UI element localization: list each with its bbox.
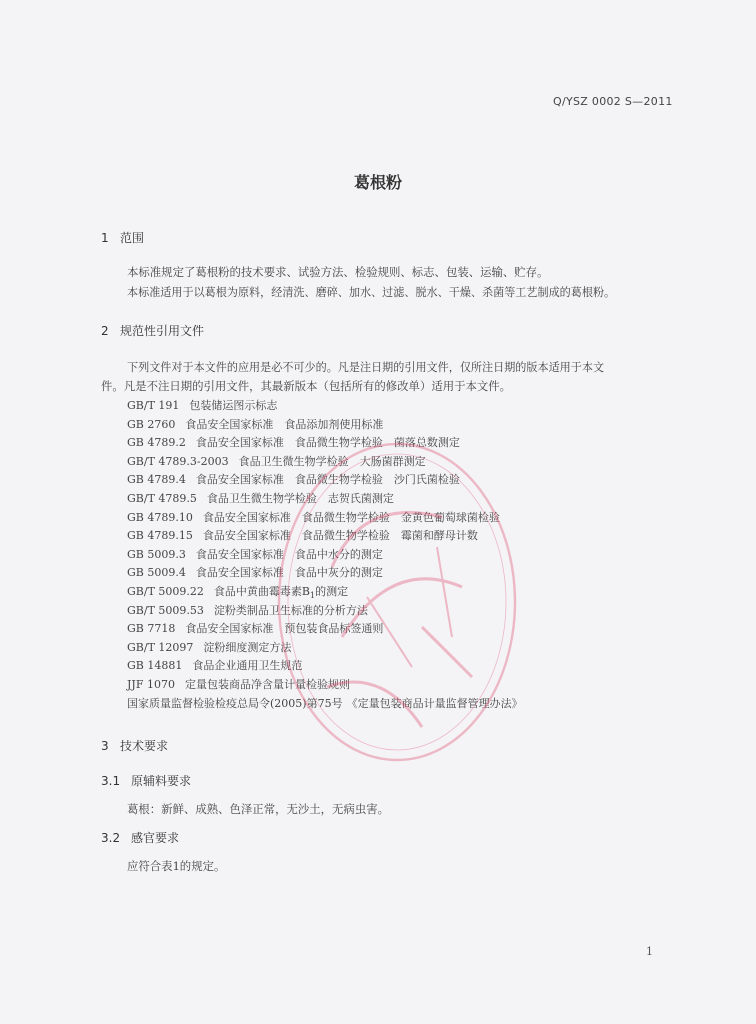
- reference-code: GB/T 4789.3-2003: [127, 454, 229, 468]
- section-number: 2: [101, 324, 109, 338]
- reference-item: [127, 527, 523, 546]
- reference-title: 食品中黄曲霉毒素B: [213, 584, 310, 598]
- section-title: 规范性引用文件: [120, 324, 205, 338]
- reference-code: GB 4789.4: [127, 473, 186, 487]
- reference-subscript: 1: [310, 591, 316, 601]
- reference-title: 食品卫生微生物学检验 志贺氏菌测定: [206, 491, 394, 505]
- section-title: 技术要求: [120, 739, 169, 753]
- reference-title: 食品安全国家标准 食品添加剂使用标准: [185, 417, 384, 431]
- reference-code: GB 7718: [127, 622, 176, 636]
- section-3-1-paragraph: 葛根：新鲜、成熟、色泽正常，无沙土，无病虫害。: [127, 802, 389, 816]
- reference-item: [127, 453, 523, 472]
- reference-item: [127, 602, 523, 621]
- reference-code: GB 14881: [127, 659, 183, 673]
- section-number: 3.2: [101, 831, 121, 845]
- section-number: 3.1: [101, 774, 121, 788]
- reference-title: 食品安全国家标准 食品中灰分的测定: [195, 566, 383, 580]
- reference-item: [127, 695, 523, 714]
- reference-item: [127, 397, 523, 416]
- reference-title: 淀粉类制品卫生标准的分析方法: [213, 603, 368, 617]
- standard-code: Q/YSZ 0002 S—2011: [553, 95, 673, 108]
- reference-code: GB/T 5009.22: [127, 584, 204, 598]
- reference-title: 《定量包装商品计量监督管理办法》: [346, 696, 523, 710]
- reference-code: GB 5009.4: [127, 566, 186, 580]
- reference-item: [127, 434, 523, 453]
- reference-code: GB/T 12097: [127, 640, 194, 654]
- section-2-intro-line-2: 件。凡是不注日期的引用文件，其最新版本（包括所有的修改单）适用于本文件。: [101, 379, 512, 393]
- section-title: 感官要求: [131, 831, 180, 845]
- reference-title: 食品安全国家标准 食品微生物学检验 菌落总数测定: [195, 436, 460, 450]
- reference-code: GB 4789.15: [127, 529, 193, 543]
- reference-item: [127, 546, 523, 565]
- reference-code: GB 4789.2: [127, 436, 186, 450]
- reference-title: 食品安全国家标准 食品微生物学检验 沙门氏菌检验: [195, 473, 460, 487]
- section-1-paragraph-2: 本标准适用于以葛根为原料，经清洗、磨碎、加水、过滤、脱水、干燥、杀菌等工艺制成的葛根粉。: [127, 286, 616, 299]
- section-3-2-heading: [101, 829, 179, 846]
- reference-item: [127, 620, 523, 639]
- section-1-paragraph-1: 本标准规定了葛根粉的技术要求、试验方法、检验规则、标志、包装、运输、贮存。: [127, 265, 549, 279]
- reference-title: 食品安全国家标准 食品微生物学检验 金黄色葡萄球菌检验: [202, 510, 500, 524]
- reference-code: GB/T 4789.5: [127, 491, 197, 505]
- section-title: 原辅料要求: [131, 774, 192, 788]
- reference-code: JJF 1070: [127, 677, 175, 691]
- reference-item: [127, 657, 523, 676]
- section-3-1-heading: [101, 772, 191, 789]
- reference-item: [127, 564, 523, 583]
- normative-references-list: [127, 397, 523, 713]
- reference-title: 食品企业通用卫生规范: [192, 659, 303, 673]
- reference-title: 食品安全国家标准 预包装食品标签通则: [185, 622, 384, 636]
- reference-title: 包装储运图示标志: [189, 399, 278, 412]
- reference-title: 定量包装商品净含量计量检验规则: [184, 677, 350, 691]
- reference-title: 食品安全国家标准 食品中水分的测定: [195, 547, 383, 561]
- reference-item: [127, 471, 523, 490]
- section-3-heading: [101, 737, 168, 754]
- reference-code: GB 2760: [127, 417, 176, 431]
- page-number: 1: [646, 945, 653, 958]
- reference-item: [127, 676, 523, 695]
- section-number: 1: [101, 231, 109, 245]
- reference-code: 国家质量监督检验检疫总局令(2005)第75号: [127, 696, 343, 710]
- reference-item: [127, 509, 523, 528]
- reference-item: [127, 490, 523, 509]
- section-3-2-paragraph: 应符合表1的规定。: [127, 859, 226, 873]
- reference-item: [127, 639, 523, 658]
- reference-code: GB/T 5009.53: [127, 603, 204, 617]
- section-2-heading: [101, 322, 204, 339]
- reference-title: 淀粉细度测定方法: [203, 640, 292, 654]
- section-2-intro-line-1: 下列文件对于本文件的应用是必不可少的。凡是注日期的引用文件，仅所注日期的版本适用于本文: [127, 361, 605, 374]
- document-title: 葛根粉: [353, 173, 402, 192]
- reference-title: 食品安全国家标准 食品微生物学检验 霉菌和酵母计数: [202, 529, 478, 543]
- reference-title-suffix: 的测定: [315, 584, 349, 598]
- section-number: 3: [101, 739, 109, 753]
- reference-title: 食品卫生微生物学检验 大肠菌群测定: [238, 454, 426, 468]
- reference-item: [127, 416, 523, 435]
- section-1-heading: [101, 229, 144, 246]
- reference-code: GB/T 191: [127, 399, 180, 412]
- reference-code: GB 4789.10: [127, 510, 193, 524]
- reference-code: GB 5009.3: [127, 547, 186, 561]
- reference-item: [127, 583, 523, 602]
- section-title: 范围: [120, 231, 145, 245]
